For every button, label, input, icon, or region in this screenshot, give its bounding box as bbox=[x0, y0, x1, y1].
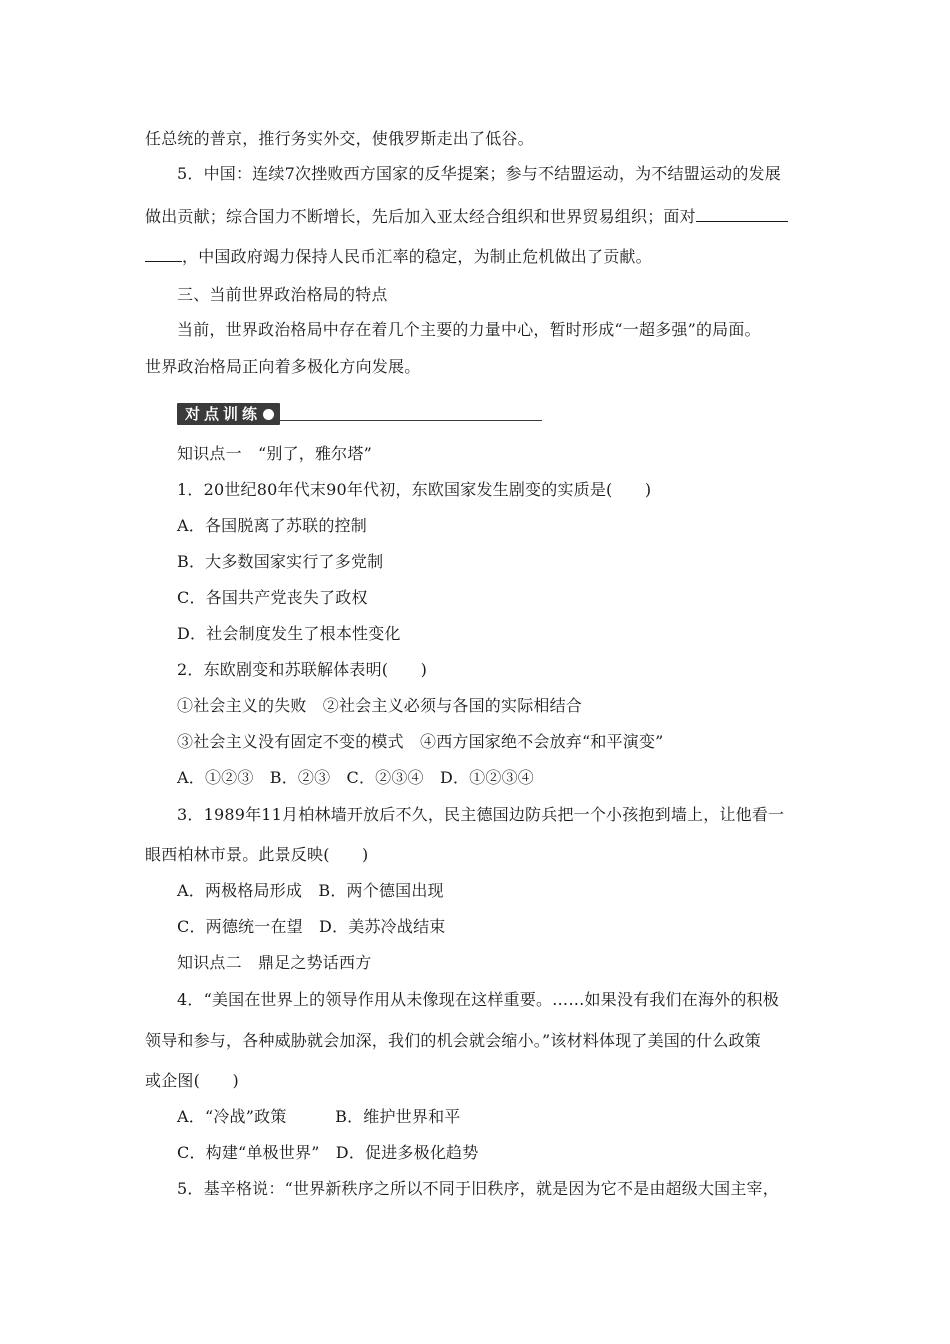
fill-blank bbox=[145, 247, 182, 262]
statement-list: ①社会主义的失败 ②社会主义必须与各国的实际相结合 bbox=[177, 696, 583, 715]
answer-options: A．两极格局形成 B．两个德国出现 bbox=[177, 881, 444, 900]
question-continuation: 眼西柏林市景。此景反映( ) bbox=[145, 845, 369, 864]
answer-option: B．大多数国家实行了多党制 bbox=[177, 552, 384, 571]
fill-blank bbox=[696, 207, 788, 222]
text-fragment: ，中国政府竭力保持人民币汇率的稳定，为制止危机做出了贡献。 bbox=[182, 247, 652, 266]
answer-options: C．构建“单极世界” D．促进多极化趋势 bbox=[177, 1143, 479, 1162]
text-line bbox=[145, 207, 788, 227]
answer-option: D．社会制度发生了根本性变化 bbox=[177, 624, 401, 643]
section-label-box bbox=[177, 403, 280, 425]
knowledge-point-heading: 知识点一 “别了，雅尔塔” bbox=[177, 444, 372, 463]
text-fragment: 做出贡献；综合国力不断增长，先后加入亚太经合组织和世界贸易组织；面对 bbox=[145, 207, 696, 226]
answer-options: C．两德统一在望 D．美苏冷战结束 bbox=[177, 917, 446, 936]
section-title: 对点训练 bbox=[185, 405, 262, 423]
question: 2．东欧剧变和苏联解体表明( ) bbox=[177, 660, 428, 679]
knowledge-point-heading: 知识点二 鼎足之势话西方 bbox=[177, 953, 372, 972]
question-continuation: 或企图( ) bbox=[145, 1071, 239, 1090]
question: 3．1989年11月柏林墙开放后不久，民主德国边防兵把一个小孩抱到墙上，让他看一 bbox=[177, 805, 785, 824]
text-line bbox=[145, 247, 652, 267]
divider bbox=[280, 420, 542, 421]
section-banner bbox=[177, 403, 542, 425]
statement-list: ③社会主义没有固定不变的模式 ④西方国家绝不会放弃“和平演变” bbox=[177, 732, 664, 751]
answer-options: A．①②③ B．②③ C．②③④ D．①②③④ bbox=[177, 768, 534, 787]
question: 4．“美国在世界上的领导作用从未像现在这样重要。……如果没有我们在海外的积极 bbox=[177, 990, 779, 1009]
answer-options: A．“冷战”政策 B．维护世界和平 bbox=[177, 1107, 461, 1126]
circle-bullet-icon bbox=[263, 409, 274, 420]
text-line: 5．中国：连续7次挫败西方国家的反华提案；参与不结盟运动，为不结盟运动的发展 bbox=[177, 164, 781, 183]
answer-option: A．各国脱离了苏联的控制 bbox=[177, 516, 367, 535]
text-line: 当前，世界政治格局中存在着几个主要的力量中心，暂时形成“一超多强”的局面。 bbox=[177, 320, 761, 339]
answer-option: C．各国共产党丧失了政权 bbox=[177, 588, 368, 607]
question: 5．基辛格说：“世界新秩序之所以不同于旧秩序，就是因为它不是由超级大国主宰， bbox=[177, 1179, 779, 1198]
text-line: 世界政治格局正向着多极化方向发展。 bbox=[145, 357, 421, 376]
question: 1．20世纪80年代末90年代初，东欧国家发生剧变的实质是( ) bbox=[177, 480, 652, 499]
text-line: 任总统的普京，推行务实外交，使俄罗斯走出了低谷。 bbox=[145, 129, 534, 148]
section-heading: 三、当前世界政治格局的特点 bbox=[177, 285, 388, 304]
question-continuation: 领导和参与，各种威胁就会加深，我们的机会就会缩小。”该材料体现了美国的什么政策 bbox=[145, 1031, 761, 1050]
